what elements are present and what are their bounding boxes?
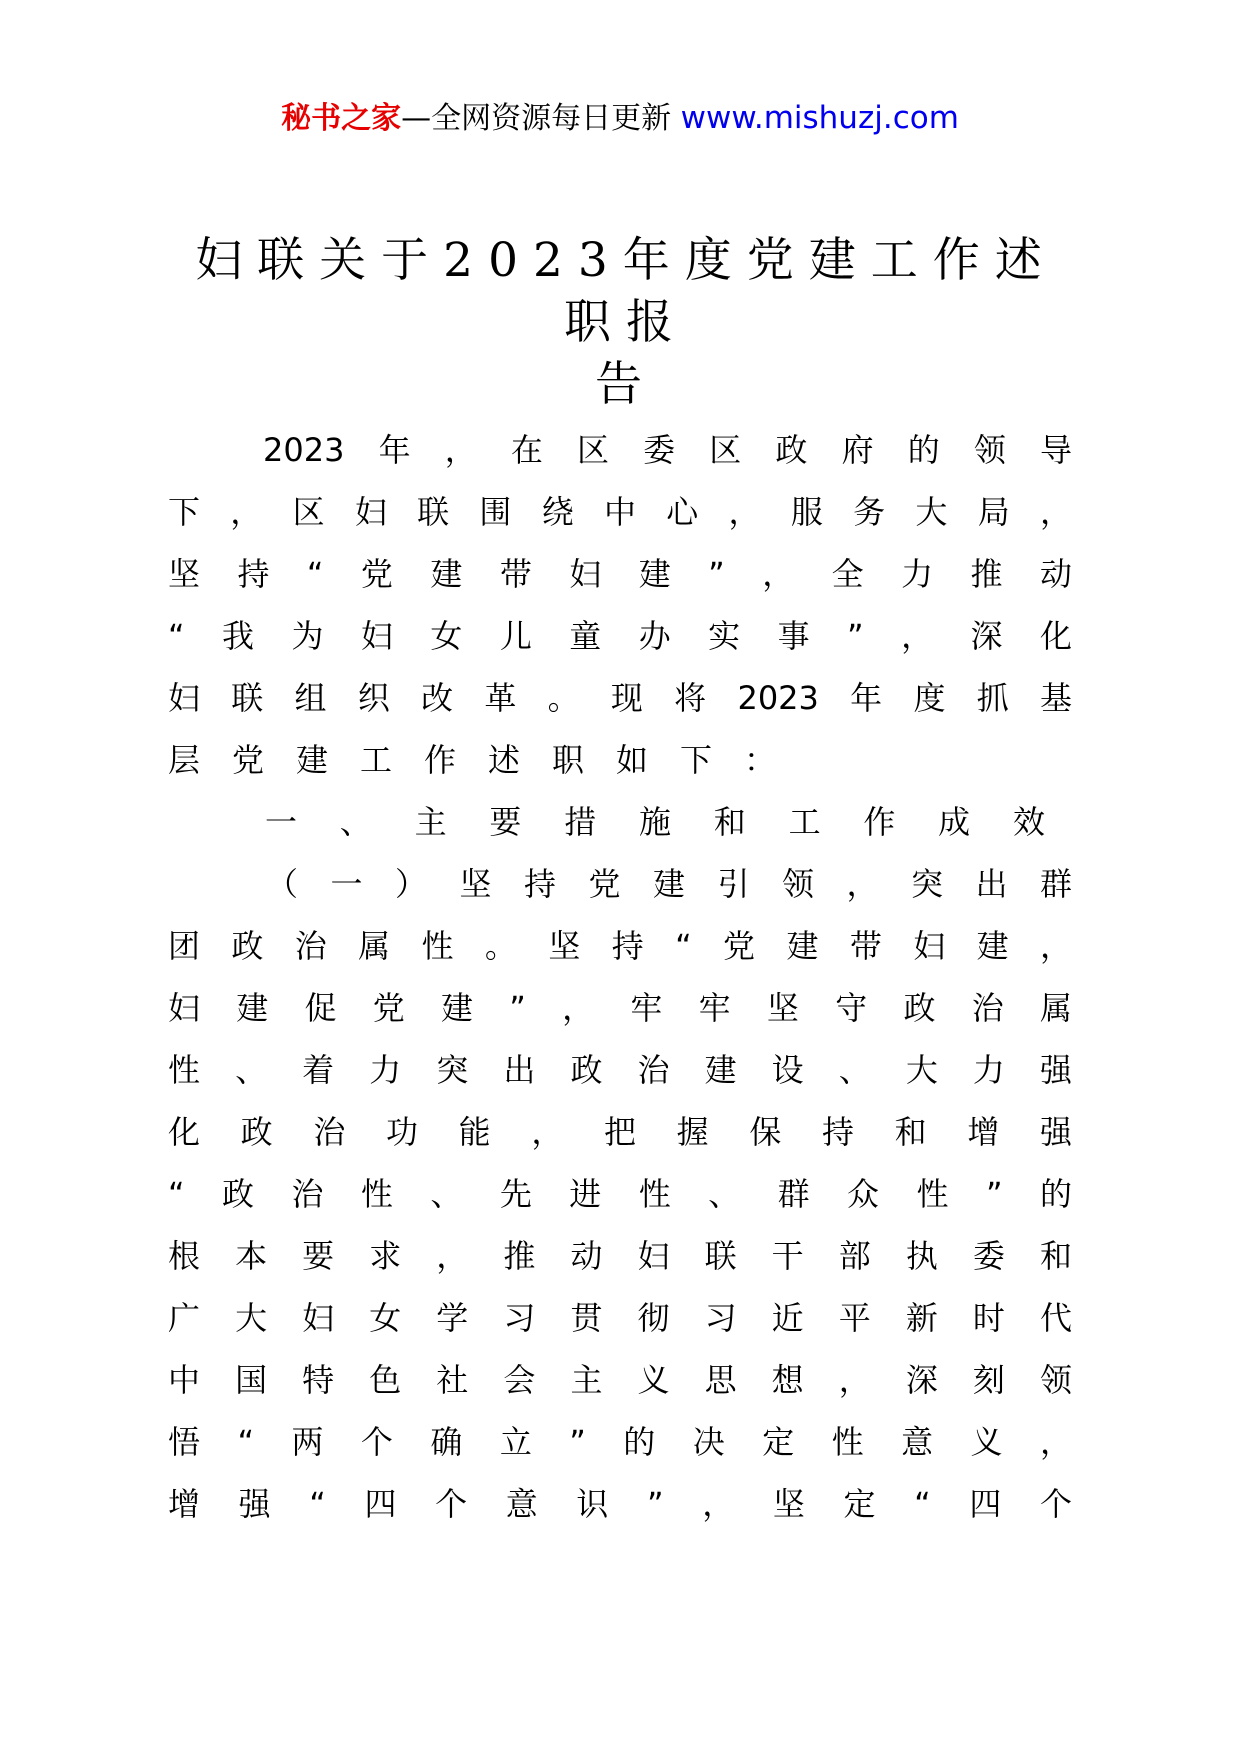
paragraph-line: 中国特色社会主义思想，深刻领 <box>168 1361 1072 1399</box>
paragraph-line: 2023年，在区委区政府的领导 <box>263 431 1072 469</box>
document-title <box>166 230 1086 416</box>
site-tagline: —全网资源每日更新 <box>401 101 672 136</box>
section-heading: 一、主要措施和工作成效 <box>265 803 1045 841</box>
paragraph-line: 坚持“党建带妇建”，全力推动 <box>168 555 1072 593</box>
paragraph-line: 团政治属性。坚持“党建带妇建， <box>168 927 1072 965</box>
paragraph-line: 增强“四个意识”，坚定“四个 <box>168 1485 1072 1523</box>
subsection-heading: （一）坚持党建引领，突出群 <box>266 865 1072 903</box>
site-header <box>0 98 1240 139</box>
paragraph-line: 层党建工作述职如下： <box>168 741 809 779</box>
paragraph-line: 广大妇女学习贯彻习近平新时代 <box>168 1299 1072 1337</box>
paragraph-line: “我为妇女儿童办实事”，深化 <box>168 617 1072 655</box>
site-url-link[interactable]: www.mishuzj.com <box>680 100 959 136</box>
document-body <box>168 419 1072 1535</box>
paragraph-line: 性、着力突出政治建设、大力强 <box>168 1051 1072 1089</box>
paragraph-line: 妇建促党建”，牢牢坚守政治属 <box>168 989 1072 1027</box>
paragraph-line: “政治性、先进性、群众性”的 <box>168 1175 1072 1213</box>
paragraph-line: 化政治功能，把握保持和增强 <box>168 1113 1072 1151</box>
paragraph-line: 下，区妇联围绕中心，服务大局， <box>168 493 1072 531</box>
paragraph-line: 根本要求，推动妇联干部执委和 <box>168 1237 1072 1275</box>
paragraph-line: 悟“两个确立”的决定性意义， <box>168 1423 1072 1461</box>
document-title-line-2: 告 <box>595 357 657 412</box>
document-title-line-1: 妇联关于2023年度党建工作述职报 <box>195 233 1057 350</box>
paragraph-line: 妇联组织改革。现将2023年度抓基 <box>168 679 1072 717</box>
site-brand: 秘书之家 <box>281 101 402 136</box>
